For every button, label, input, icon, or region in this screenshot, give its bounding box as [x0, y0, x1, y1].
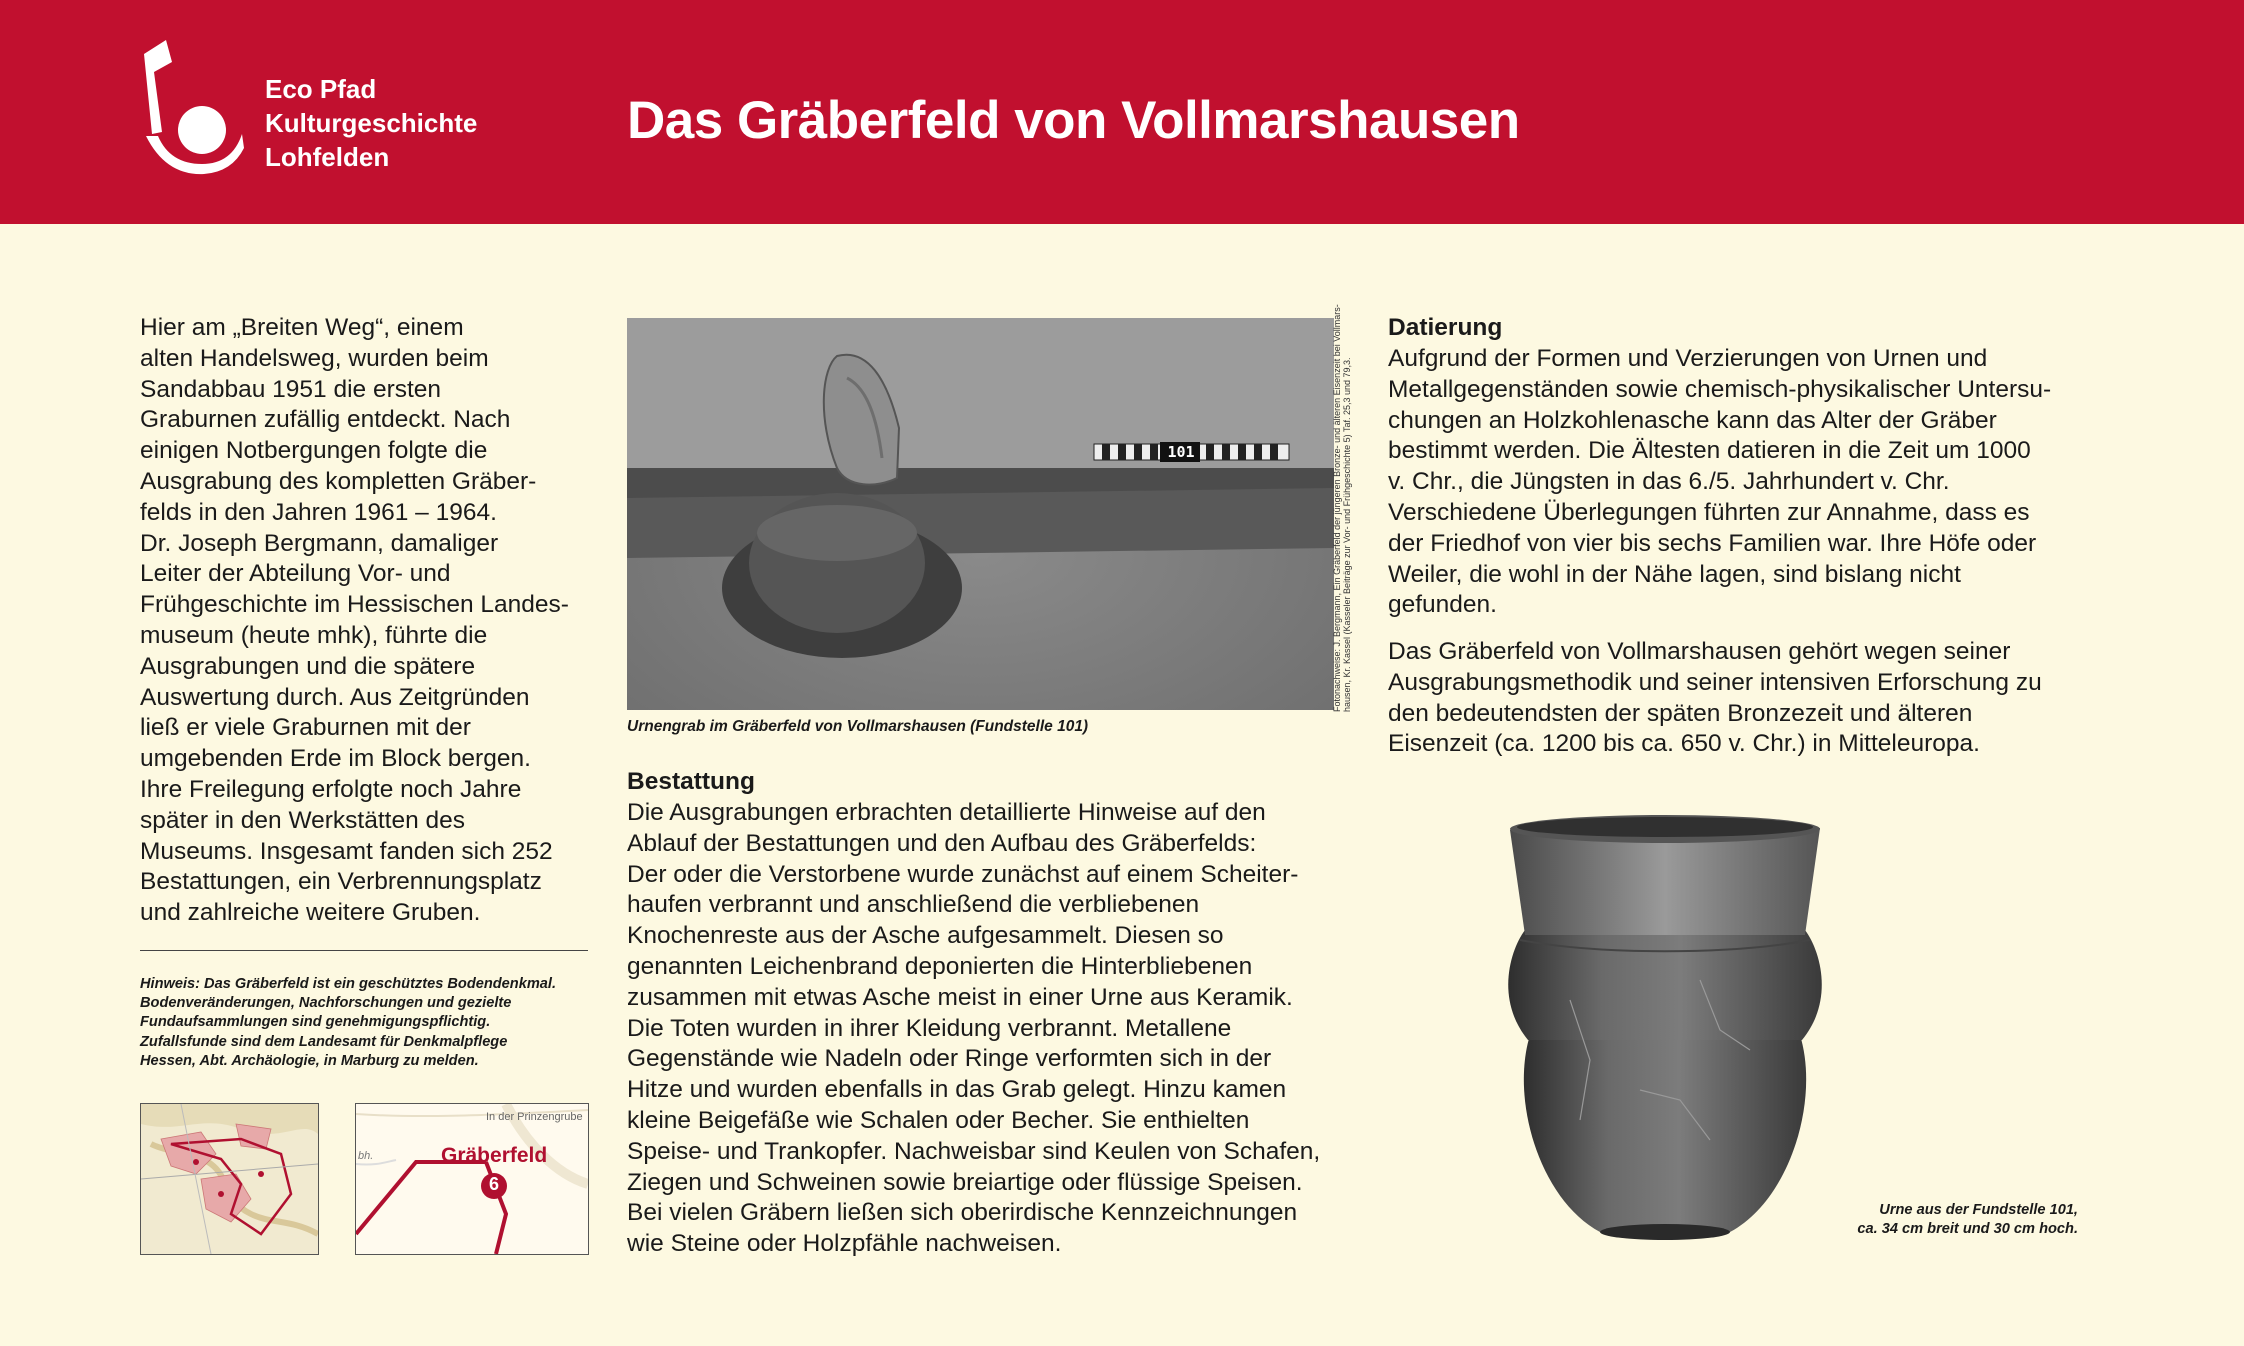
- text-line: Gegenstände wie Nadeln oder Ringe verformten sich in der: [627, 1045, 1272, 1073]
- header-banner: [0, 0, 2244, 224]
- eco-pfad-logo-icon: [136, 40, 248, 186]
- station-number: 6: [488, 1174, 499, 1194]
- logo-line: Kulturgeschichte: [265, 108, 478, 138]
- text-line: Eisenzeit (ca. 1200 bis ca. 650 v. Chr.) in Mitteleuropa.: [1388, 730, 1980, 758]
- note-line: Fundaufsammlungen sind genehmigungspflichtig.: [140, 1014, 491, 1031]
- text-line: kleine Beigefäße wie Schalen oder Becher. Sie enthielten: [627, 1106, 1250, 1134]
- text-line: Die Toten wurden in ihrer Kleidung verbrannt. Metallene: [627, 1014, 1232, 1042]
- text-line: Aufgrund der Formen und Verzierungen von Urnen und: [1388, 345, 1988, 372]
- text-line: einigen Notbergungen folgte die: [140, 437, 488, 465]
- text-line: umgebenden Erde im Block bergen.: [140, 745, 531, 773]
- text-line: Ablauf der Bestattungen und den Aufbau des Gräberfelds:: [627, 829, 1257, 857]
- text-line: Museums. Insgesamt fanden sich 252: [140, 837, 553, 865]
- text-line: Frühgeschichte im Hessischen Landes-: [140, 591, 569, 619]
- text-line: Der oder die Verstorbene wurde zunächst auf einem Scheiter-: [627, 860, 1299, 888]
- place-label: Gräberfeld: [441, 1144, 548, 1167]
- section-heading-bestattung: Bestattung: [627, 768, 755, 795]
- text-line: Ausgrabungen und die spätere: [140, 652, 476, 680]
- text-line: Sandabbau 1951 die ersten: [140, 375, 442, 403]
- text-line: Metallgegenständen sowie chemisch-physikalischer Untersu-: [1388, 375, 2052, 403]
- text-line: gefunden.: [1388, 591, 1497, 619]
- text-line: ließ er viele Graburnen mit der: [140, 714, 471, 742]
- text-line: felds in den Jahren 1961 – 1964.: [140, 498, 497, 526]
- page-title: Das Gräberfeld von Vollmarshausen: [627, 91, 1520, 150]
- text-line: haufen verbrannt und anschließend die verbliebenen: [627, 891, 1200, 919]
- text-line: v. Chr., die Jüngsten in das 6./5. Jahrhundert v. Chr.: [1388, 468, 1950, 496]
- text-line: zusammen mit etwas Asche meist in einer Urne aus Keramik.: [627, 983, 1293, 1011]
- text-line: Auswertung durch. Aus Zeitgründen: [140, 683, 530, 711]
- text-line: Die Ausgrabungen erbrachten detaillierte Hinweise auf den: [627, 799, 1266, 826]
- street-label: In der Prinzengrube: [486, 1111, 583, 1123]
- text-line: Weiler, die wohl in der Nähe lagen, sind bislang nicht: [1388, 560, 1961, 588]
- text-line: Dr. Joseph Bergmann, damaliger: [140, 529, 499, 557]
- logo-line: Lohfelden: [265, 142, 390, 172]
- note-line: Bodenveränderungen, Nachforschungen und gezielte: [140, 995, 512, 1012]
- text-line: Verschiedene Überlegungen führten zur Annahme, dass es: [1388, 498, 2030, 526]
- note-line: Hinweis: Das Gräberfeld ist ein geschütztes Bodendenkmal.: [140, 976, 557, 992]
- grave-photo: [627, 318, 1334, 710]
- text-line: Ausgrabungsmethodik und seiner intensiven Erforschung zu: [1388, 668, 2042, 696]
- note-line: Zufallsfunde sind dem Landesamt für Denkmalpflege: [140, 1033, 508, 1050]
- text-line: Bei vielen Gräbern ließen sich oberirdische Kennzeichnungen: [627, 1199, 1298, 1227]
- text-line: der Friedhof von vier bis sechs Familien war. Ihre Höfe oder: [1388, 529, 2037, 557]
- text-line: Ausgrabung des kompletten Gräber-: [140, 467, 537, 495]
- divider: [140, 950, 588, 951]
- text-line: chungen an Holzkohlenasche kann das Alter der Gräber: [1388, 406, 1997, 434]
- photo-credit: [1332, 304, 1352, 712]
- text-line: alten Handelsweg, wurden beim: [140, 344, 489, 372]
- detail-map: [355, 1103, 589, 1255]
- text-line: Ziegen und Schweinen sowie breiartige oder flüssige Speisen.: [627, 1168, 1303, 1196]
- text-line: museum (heute mhk), führte die: [140, 621, 488, 649]
- urn-photo: [1450, 800, 1880, 1260]
- bestattung-text: [627, 798, 1320, 1260]
- side-label: bh.: [358, 1150, 374, 1162]
- text-line: Hitze und wurden ebenfalls in das Grab gelegt. Hinzu kamen: [627, 1076, 1287, 1104]
- text-line: bestimmt werden. Die Ältesten datieren in die Zeit um 1000: [1388, 437, 2031, 465]
- text-line: Graburnen zufällig entdeckt. Nach: [140, 406, 511, 434]
- caption-line: Urne aus der Fundstelle 101,: [1879, 1202, 2078, 1218]
- text-line: Hier am „Breiten Weg“, einem: [140, 314, 464, 341]
- text-line: den bedeutendsten der späten Bronzezeit und älteren: [1388, 699, 1973, 727]
- urn-caption: [1700, 1201, 2078, 1239]
- text-line: wie Steine oder Holzpfähle nachweisen.: [627, 1230, 1062, 1258]
- significance-text: [1388, 637, 2042, 760]
- text-line: Speise- und Trankopfer. Nachweisbar sind Keulen von Schafen,: [627, 1137, 1321, 1165]
- intro-text: [140, 313, 569, 929]
- text-line: Ihre Freilegung erfolgte noch Jahre: [140, 775, 522, 803]
- text-line: Das Gräberfeld von Vollmarshausen gehört wegen seiner: [1388, 638, 2011, 665]
- heritage-note: [140, 975, 556, 1071]
- text-line: Leiter der Abteilung Vor- und: [140, 560, 451, 588]
- caption-line: ca. 34 cm breit und 30 cm hoch.: [1857, 1221, 2078, 1237]
- text-line: genannten Leichenbrand deponierten die Hinterbliebenen: [627, 952, 1253, 980]
- photo-caption: Urnengrab im Gräberfeld von Vollmarshausen (Fundstelle 101): [627, 718, 1089, 735]
- text-line: später in den Werkstätten des: [140, 806, 466, 834]
- scale-label: 101: [1167, 443, 1195, 461]
- datierung-text: [1388, 344, 2051, 621]
- text-line: und zahlreiche weitere Gruben.: [140, 899, 481, 927]
- credit-line: hausen, Kr. Kassel (Kasseler Beiträge zur Vor- und Frühgeschichte 5) Taf. 25,3 und 79,3.: [1342, 357, 1352, 712]
- overview-map: [140, 1103, 319, 1255]
- logo-line: Eco Pfad: [265, 74, 377, 104]
- note-line: Hessen, Abt. Archäologie, in Marburg zu melden.: [140, 1052, 479, 1069]
- text-line: Bestattungen, ein Verbrennungsplatz: [140, 868, 542, 896]
- logo-text: [265, 72, 477, 174]
- text-line: Knochenreste aus der Asche aufgesammelt. Diesen so: [627, 922, 1224, 950]
- credit-line: Fotonachweise: J. Bergmann, Ein Gräberfeld der jüngeren Bronze- und älteren Eisenzeit bei Vollmars-: [1332, 304, 1342, 712]
- section-heading-datierung: Datierung: [1388, 314, 1503, 341]
